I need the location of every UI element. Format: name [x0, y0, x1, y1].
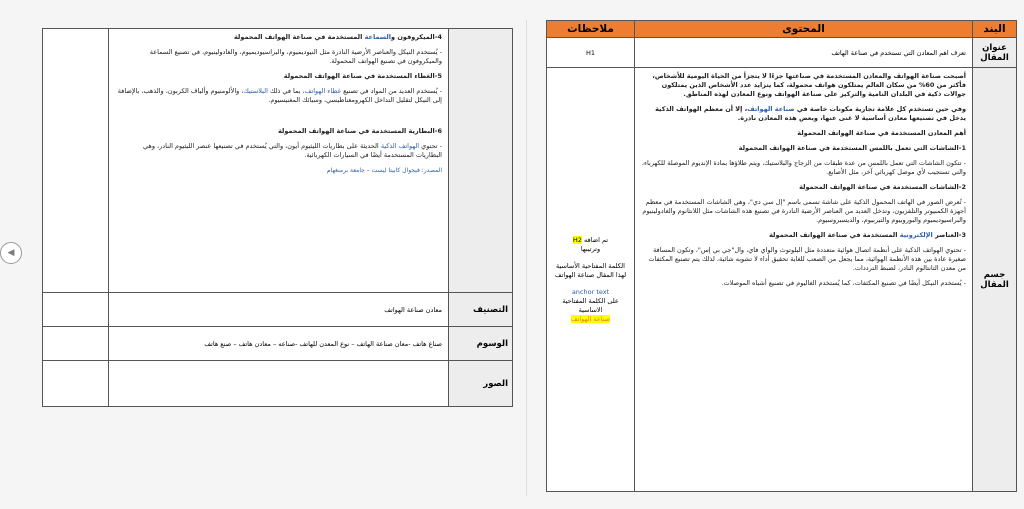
page-divider: [526, 20, 527, 496]
h2-heading: أهم المعادن المستخدمة في صناعة الهواتف المحمولة: [797, 129, 966, 137]
note-keyword: الكلمة المفتاحية الأساسية لهذا المقال صناعة الهواتف: [554, 261, 627, 279]
left-table: [42, 28, 513, 407]
note-anchor-on: على الكلمة المفتاحية الاساسية: [562, 296, 619, 314]
section-3-title: 3-العناصر الإلكترونية المستخدمة في صناعة الهواتف المحمولة: [769, 231, 966, 239]
section-4-text: - يُستخدم النيكل والعناصر الأرضية النادرة مثل النيوديميوم، والبراسيوديميوم، والغادولينيوم، في تصنيع السماعة والميكروفون في تصنيع الهواتف المحمولة.: [149, 48, 442, 65]
section-6-title: 6-البطارية المستخدمة في صناعة الهواتف المحمولة: [277, 127, 442, 135]
section-1-title: 1-الشاشات التي تعمل باللمس المستخدمة في صناعة الهواتف المحمولة: [738, 144, 966, 152]
section-6-text: - تحتوي الهواتف الذكية الحديثة على بطاريات الليثيوم أيون، والتي يُستخدم في تصنيعها عنصر الليثيوم النادر، وهي البطاريات المستخدمة أيضًا في السيارات الكهربائية.: [143, 142, 442, 159]
classification-label: التصنيف: [449, 293, 513, 327]
section-5-title: 5-الغطاء المستخدمة في صناعة الهواتف المحمولة: [283, 72, 442, 80]
body-notes: [547, 68, 635, 492]
section-2-text: - تُعرض الصور في الهاتف المحمول الذكية على شاشة تسمى باسم "إل سي دي"، وهي الشاشات المستخدمة في معظم أجهزة الكمبيوتر والتلفزيون، وتدخل العديد من العناصر الأرضية النادرة في تصنيع هذه الشاشات مثل اللانثانوم والغادولينيوم والبراسيوديميوم والبوروبيوم والتيربيوم، والديسبروسيوم.: [642, 198, 966, 224]
classification-notes: [43, 293, 109, 327]
previous-page-button[interactable]: [0, 242, 22, 264]
link-smartphones[interactable]: الهواتف الذكية: [380, 142, 420, 150]
header-item: البند: [973, 21, 1017, 38]
page-left: [42, 28, 512, 406]
link-phone-cover[interactable]: غطاء الهواتف: [304, 87, 342, 95]
article-body: [635, 68, 973, 492]
link-phone-industry[interactable]: صناعة الهواتف: [747, 105, 795, 113]
left-body-cell: [109, 29, 449, 293]
article-title: تعرف اهم المعادن التي تستخدم في صناعة الهاتف: [635, 38, 973, 68]
source-line: المصدر: فيجوال كابيتا ليست – جامعة برمنغهام: [326, 167, 442, 174]
intro-paragraph: أصبحت صناعة الهواتف والمعادن المستخدمة في صناعتها جزءًا لا يتجزأ من الحياة اليومية للأشخاص، فأكثر من 60% من سكان العالم يمتلكون هواتف محمولة، كما يتزايد عدد الأشخاص الذين يمتلكون جوالات ذكية في البلدان النامية والتركيز على صناعة الهواتف ونوع المعادن لهذه المناطق.: [652, 72, 966, 98]
images-value: [109, 361, 449, 407]
note-keyword-highlight: صناعة الهواتف: [570, 314, 611, 323]
note-added: تم اضافه H2: [572, 235, 609, 244]
section-3-text-2: - يُستخدم النيكل أيضًا في تصنيع المكثفات، كما يُستخدم الغاليوم في تصنيع أشباه الموصلات.: [721, 279, 966, 287]
section-3-text: - تحتوي الهواتف الذكية على أنظمة اتصال هوائية متعددة مثل البلوتوث والواي فاي، وال"جي بي إس"، وتكون المسافة صغيرة عادة بين هذه الأنظمة الهوائية، مما يجعل من الصعب للغاية تحقيق أداء لا تشوبه شائبة، لذلك يتم تصنيع المكثفات من معدن التانتالوم النادر، لضبط الترددات.: [648, 246, 966, 272]
tags-value: صناع هاتف -معان صناعة الهاتف – نوع المعدن للهاتف -صناعه – معادن هاتف – صنع هاتف: [109, 327, 449, 361]
page-right: [546, 20, 1016, 492]
images-label: الصور: [449, 361, 513, 407]
images-notes: [43, 361, 109, 407]
section-5-text: - يُستخدم العديد من المواد في تصنيع غطاء الهواتف، بما في ذلك البلاستيك، والألومنيوم وألياف الكربون، والذهب، بالإضافة إلى النيكل لتقليل التداخل الكهرومغناطيسي، وسبائك المغنيسيوم.: [117, 87, 442, 104]
section-2-title: 2-الشاشات المستخدمة في صناعة الهواتف المحمولة: [799, 183, 966, 191]
link-plastic[interactable]: البلاستيك: [243, 87, 268, 95]
left-notes-cell: [43, 29, 109, 293]
right-table: [546, 20, 1017, 492]
header-notes: ملاحظات: [547, 21, 635, 38]
left-empty-label: [449, 29, 513, 293]
note-anchor: anchor text: [571, 287, 610, 296]
tags-notes: [43, 327, 109, 361]
tags-label: الوسوم: [449, 327, 513, 361]
section-4-title: 4-الميكروفون والسماعة المستخدمة في صناعة الهواتف المحمولة: [233, 33, 442, 41]
chevron-left-icon: ◀: [7, 248, 15, 258]
title-note: H1: [547, 38, 635, 68]
link-electronics[interactable]: الإلكترونية: [899, 231, 933, 239]
classification-value: معادن صناعة الهواتف: [109, 293, 449, 327]
note-ordered: وترتيبها: [580, 244, 601, 253]
intro-paragraph-2: وفي حين تستخدم كل علامة تجارية مكونات خاصة في صناعة الهواتف، إلا أن معظم الهواتف الذكية يدخل في تصنيعها معادن أساسية لا غنى عنها، وبعض هذه المعادن نادرة.: [655, 105, 966, 122]
header-content: المحتوى: [635, 21, 973, 38]
section-1-text: - تتكون الشاشات التي تعمل باللمس من عدة طبقات من الزجاج والبلاستيك، ويتم طلاؤها بمادة الإنديوم الموصلة للكهرباء، والتي تستجيب لأي موصل كهربائي آخر، مثل الأصابع.: [641, 159, 966, 176]
body-row-label: جسم المقال: [973, 68, 1017, 492]
h2-tag: H2: [572, 235, 582, 244]
title-row-label: عنوان المقال: [973, 38, 1017, 68]
